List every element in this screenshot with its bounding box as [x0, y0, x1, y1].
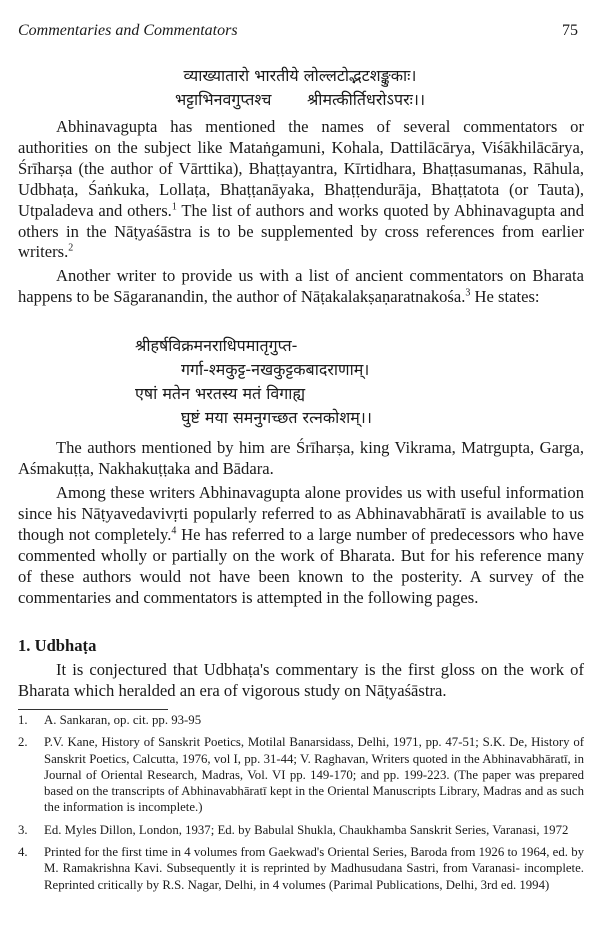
verse-line: व्याख्यातारो भारतीये लोल्लटोद्भटशङ्कुकाः। — [183, 66, 417, 85]
para-text: It is conjectured that Udbhaṭa's commentary is the first gloss on the work of Bharata which heralded an era of vigorous study on Nāṭyaśāstra. — [18, 660, 584, 700]
para-text: The list of authors and works quoted by Abhinavagupta and others in the Nāṭyaśāstra is to be supplemented by cross references from earlier writers. — [18, 200, 585, 262]
running-title: Commentaries and Commentators — [18, 22, 238, 39]
para-text: He has referred to a large number of predecessors who have commented wholly or partially on the work of Bharata. But for his reference many of these authors would not have been known to the posterity. A survey of the commentaries and commentators is attempted in the following pages. — [18, 524, 585, 607]
para-text: Another writer to provide us with a list of ancient commentators on Bharata happens to be Sāgaranandin, the author of Nāṭakalakṣaṇaratnakośa. — [18, 266, 584, 306]
paragraph-4 — [18, 483, 584, 608]
footnote-ref[interactable]: 3 — [465, 287, 471, 299]
para-text: He states: — [470, 286, 540, 306]
page-number: 75 — [562, 22, 578, 39]
verse-line: घुष्टं मया समनुगच्छत रत्नकोशम्।। — [181, 408, 372, 427]
footnote-item — [18, 734, 584, 815]
footnote-item — [18, 844, 584, 893]
para-text: The authors mentioned by him are Śrīharṣa, king Vikrama, Matrgupta, Garga, Aśmakuṭṭa, Nakhakuṭṭaka and Bādara. — [18, 438, 584, 478]
footnote-text: P.V. Kane, History of Sanskrit Poetics, Motilal Banarsidass, Delhi, 1971, pp. 47-51; S.K. De, History of Sanskrit Poetics, Calcutta, 1976, vol I, pp. 31-44; V. Raghavan, Writers quoted in the Abhinavabhāratī, in Journal of Oriental Research, Madras, Vol. VI pp. 149-170; and pp. 199-223. (The paper was prepared based on the transcripts of Abhinavabhāratī kept in the Oriental Manuscripts Library, Madras and as such the information is incomplete.) — [44, 735, 584, 815]
footnote-item — [18, 822, 584, 838]
verse-line: भट्टाभिनवगुप्तश्च श्रीमत्कीर्तिधरोऽपरः।। — [174, 90, 426, 109]
footnotes — [18, 712, 584, 899]
sanskrit-verse-2 — [135, 334, 565, 430]
footnote-number: 4. — [18, 845, 28, 860]
footnote-number: 3. — [18, 822, 28, 837]
footnote-number: 1. — [18, 713, 28, 727]
footnote-divider — [18, 709, 168, 710]
para-text: Among these writers Abhinavagupta alone provides us with useful information since his Nāṭyavedavivṛti popularly referred to as Abhinavabhāratī is available to us though not completely. — [18, 483, 584, 544]
paragraph-2 — [18, 266, 584, 308]
verse-line: श्रीहर्षविक्रमनराधिपमातृगुप्त- — [135, 336, 298, 355]
sanskrit-verse-1 — [0, 64, 600, 112]
verse-line: एषां मतेन भरतस्य मतं विगाह्य — [135, 384, 306, 403]
footnote-text: Ed. Myles Dillon, London, 1937; Ed. by Babulal Shukla, Chaukhamba Sanskrit Series, Varanasi, 1972 — [44, 822, 569, 837]
footnote-number: 2. — [18, 735, 28, 750]
footnote-ref[interactable]: 2 — [68, 242, 74, 254]
footnote-ref[interactable]: 1 — [171, 201, 177, 213]
paragraph-5 — [18, 660, 584, 702]
running-head — [18, 22, 578, 44]
footnote-text: A. Sankaran, op. cit. pp. 93-95 — [44, 713, 202, 727]
footnote-text: Printed for the first time in 4 volumes from Gaekwad's Oriental Series, Baroda from 1926 to 1964, ed. by M. Ramakrishna Kavi. Subsequently it is reprinted by Madhusudana Sastri, from Varanasi- incomplete. Reprinted critically by R.S. Nagar, Delhi, in 4 volumes (Parimal Publications, Delhi, 3rd ed. 1994) — [44, 845, 584, 892]
paragraph-1 — [18, 117, 584, 263]
footnote-item — [18, 712, 584, 728]
verse-line: गर्गा-श्मकुट्ट-नखकुट्टकबादराणाम्। — [181, 360, 370, 379]
paragraph-3 — [18, 438, 584, 480]
section-heading: 1. Udbhaṭa — [18, 636, 97, 655]
para-text: Abhinavagupta has mentioned the names of several commentators or authorities on the subject like Mataṅgamuni, Kohala, Dattilācārya, Viśākhilācārya, Śrīharṣa (the author of Vārttika), Bhaṭṭayantra, Kīrtidhara, Bhaṭṭasumanas, Rāhula, Udbhaṭa, Śaṅkuka, Lollaṭa, Bhaṭṭanāyaka, Bhaṭṭendurāja, Bhaṭṭatota (or Tauta), Utpaladeva and others. — [18, 117, 584, 220]
footnote-ref[interactable]: 4 — [171, 525, 177, 537]
